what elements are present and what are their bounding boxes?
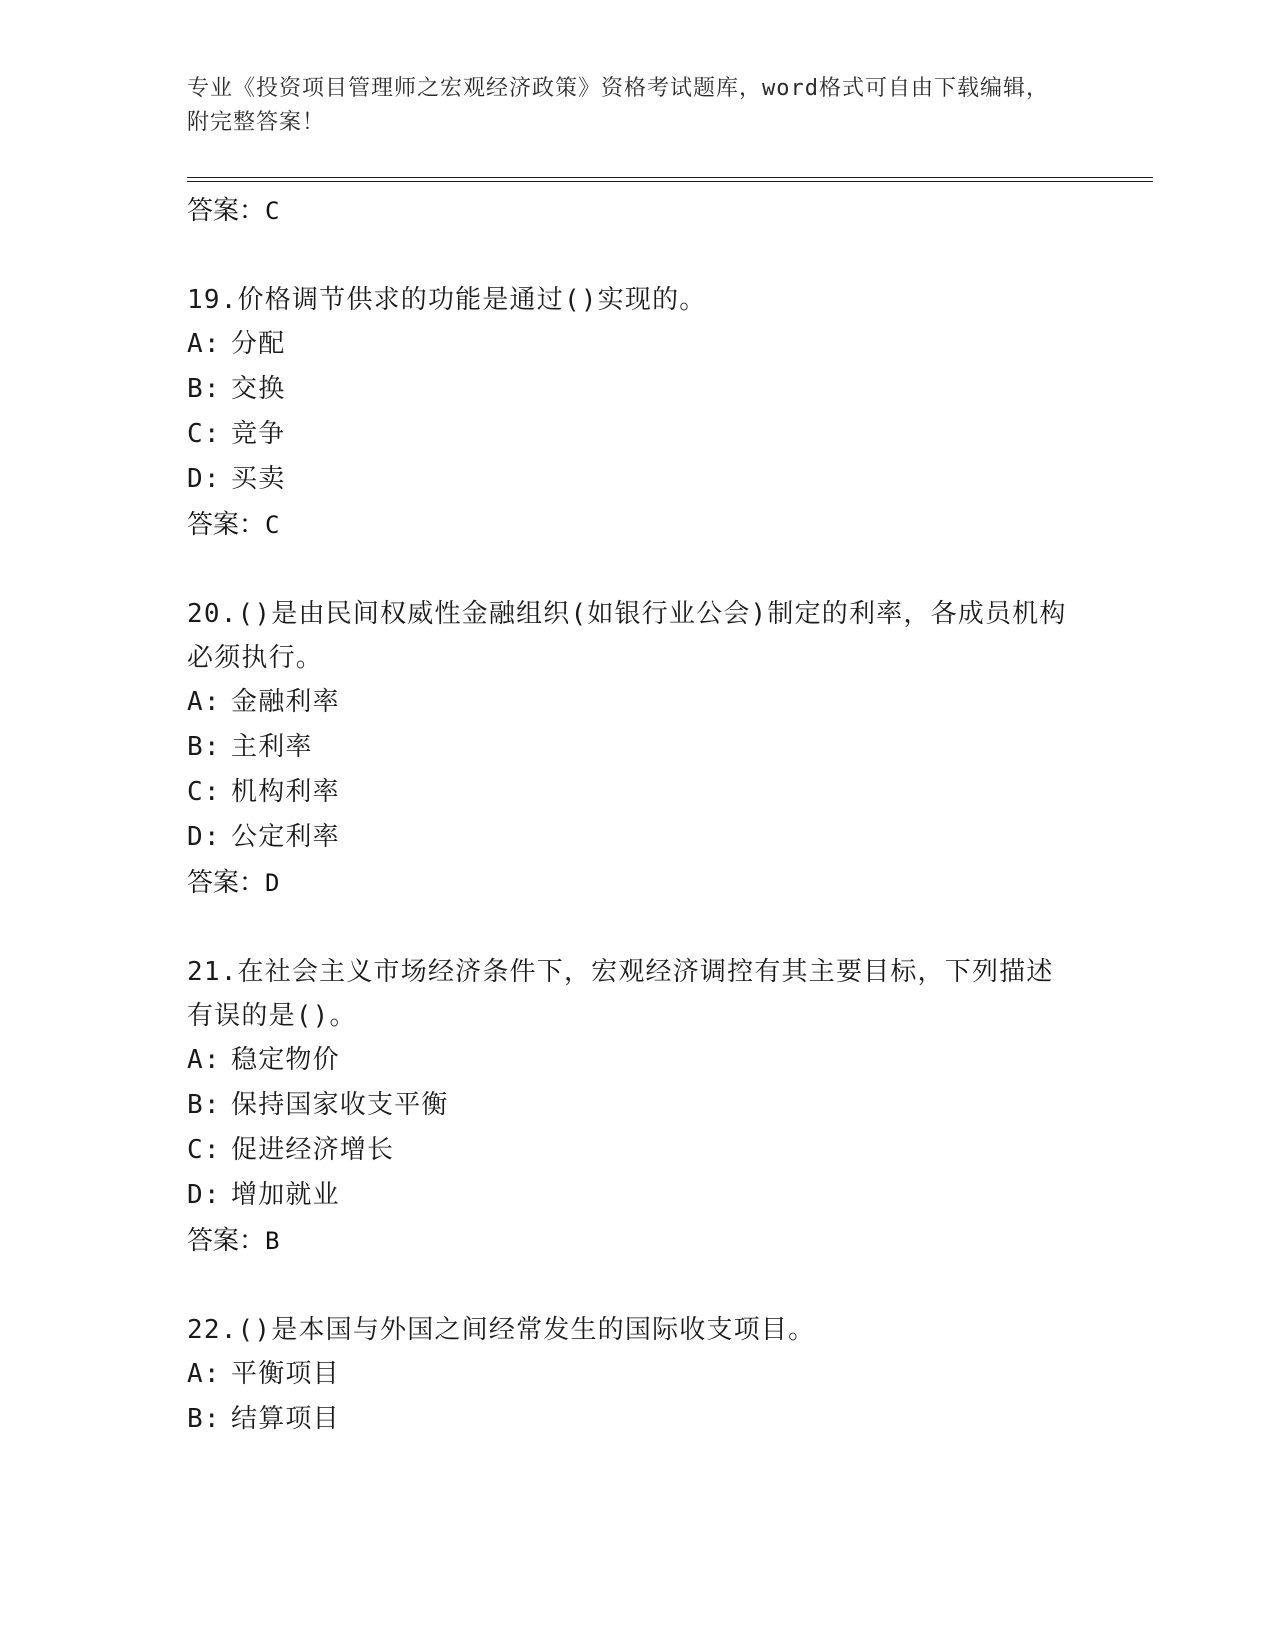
- option-letter: D:: [187, 464, 221, 494]
- question-stem: 20.()是由民间权威性金融组织(如银行业公会)制定的利率，各成员机构必须执行。: [187, 599, 1067, 673]
- header-description: 专业《投资项目管理师之宏观经济政策》资格考试题库，word格式可自由下载编辑，附完整答案！: [187, 76, 1049, 135]
- answer-value: D: [265, 869, 280, 897]
- option-letter: B:: [187, 1090, 221, 1120]
- answer-label: 答案：: [187, 510, 266, 540]
- answer-label: 答案：: [187, 868, 266, 898]
- option-text: 买卖: [231, 464, 286, 494]
- answer-line: [187, 188, 1087, 234]
- answer-line: [187, 1218, 1087, 1264]
- option-text: 结算项目: [231, 1404, 340, 1434]
- option-a: [187, 680, 1087, 725]
- spacer: [187, 906, 1087, 950]
- option-b: [187, 1083, 1087, 1128]
- option-text: 金融利率: [231, 687, 340, 717]
- option-letter: B:: [187, 732, 221, 762]
- spacer: [187, 1264, 1087, 1308]
- option-text: 平衡项目: [231, 1359, 340, 1389]
- answer-line: [187, 860, 1087, 906]
- option-letter: A:: [187, 687, 221, 717]
- question-stem: 21.在社会主义市场经济条件下，宏观经济调控有其主要目标，下列描述有误的是()。: [187, 957, 1054, 1031]
- spacer: [187, 548, 1087, 592]
- option-text: 分配: [231, 329, 286, 359]
- option-letter: C:: [187, 777, 221, 807]
- answer-label: 答案：: [187, 1226, 266, 1256]
- option-a: [187, 1352, 1087, 1397]
- question-content: [187, 188, 1087, 1442]
- option-text: 竞争: [231, 419, 286, 449]
- option-a: [187, 1038, 1087, 1083]
- option-text: 增加就业: [231, 1180, 340, 1210]
- option-letter: A:: [187, 1045, 221, 1075]
- option-d: [187, 815, 1087, 860]
- option-letter: B:: [187, 1404, 221, 1434]
- option-c: [187, 1128, 1087, 1173]
- spacer: [187, 234, 1087, 278]
- answer-value: B: [265, 1227, 280, 1255]
- answer-value: C: [265, 197, 280, 225]
- option-b: [187, 367, 1087, 412]
- option-text: 机构利率: [231, 777, 340, 807]
- option-letter: A:: [187, 1359, 221, 1389]
- question-stem: 22.()是本国与外国之间经常发生的国际收支项目。: [187, 1315, 816, 1345]
- option-c: [187, 412, 1087, 457]
- option-b: [187, 1397, 1087, 1442]
- option-letter: D:: [187, 822, 221, 852]
- option-text: 公定利率: [231, 822, 340, 852]
- question-stem: 19.价格调节供求的功能是通过()实现的。: [187, 285, 707, 315]
- option-text: 主利率: [231, 732, 313, 762]
- option-text: 稳定物价: [231, 1045, 340, 1075]
- option-c: [187, 770, 1087, 815]
- option-d: [187, 1173, 1087, 1218]
- option-letter: D:: [187, 1180, 221, 1210]
- option-text: 保持国家收支平衡: [231, 1090, 449, 1120]
- option-b: [187, 725, 1087, 770]
- answer-line: [187, 502, 1087, 548]
- option-letter: B:: [187, 374, 221, 404]
- option-d: [187, 457, 1087, 502]
- answer-label: 答案：: [187, 196, 266, 226]
- option-letter: C:: [187, 419, 221, 449]
- header-double-rule: [187, 177, 1153, 182]
- answer-value: C: [265, 511, 280, 539]
- option-text: 促进经济增长: [231, 1135, 395, 1165]
- option-text: 交换: [231, 374, 286, 404]
- option-a: [187, 322, 1087, 367]
- option-letter: A:: [187, 329, 221, 359]
- option-letter: C:: [187, 1135, 221, 1165]
